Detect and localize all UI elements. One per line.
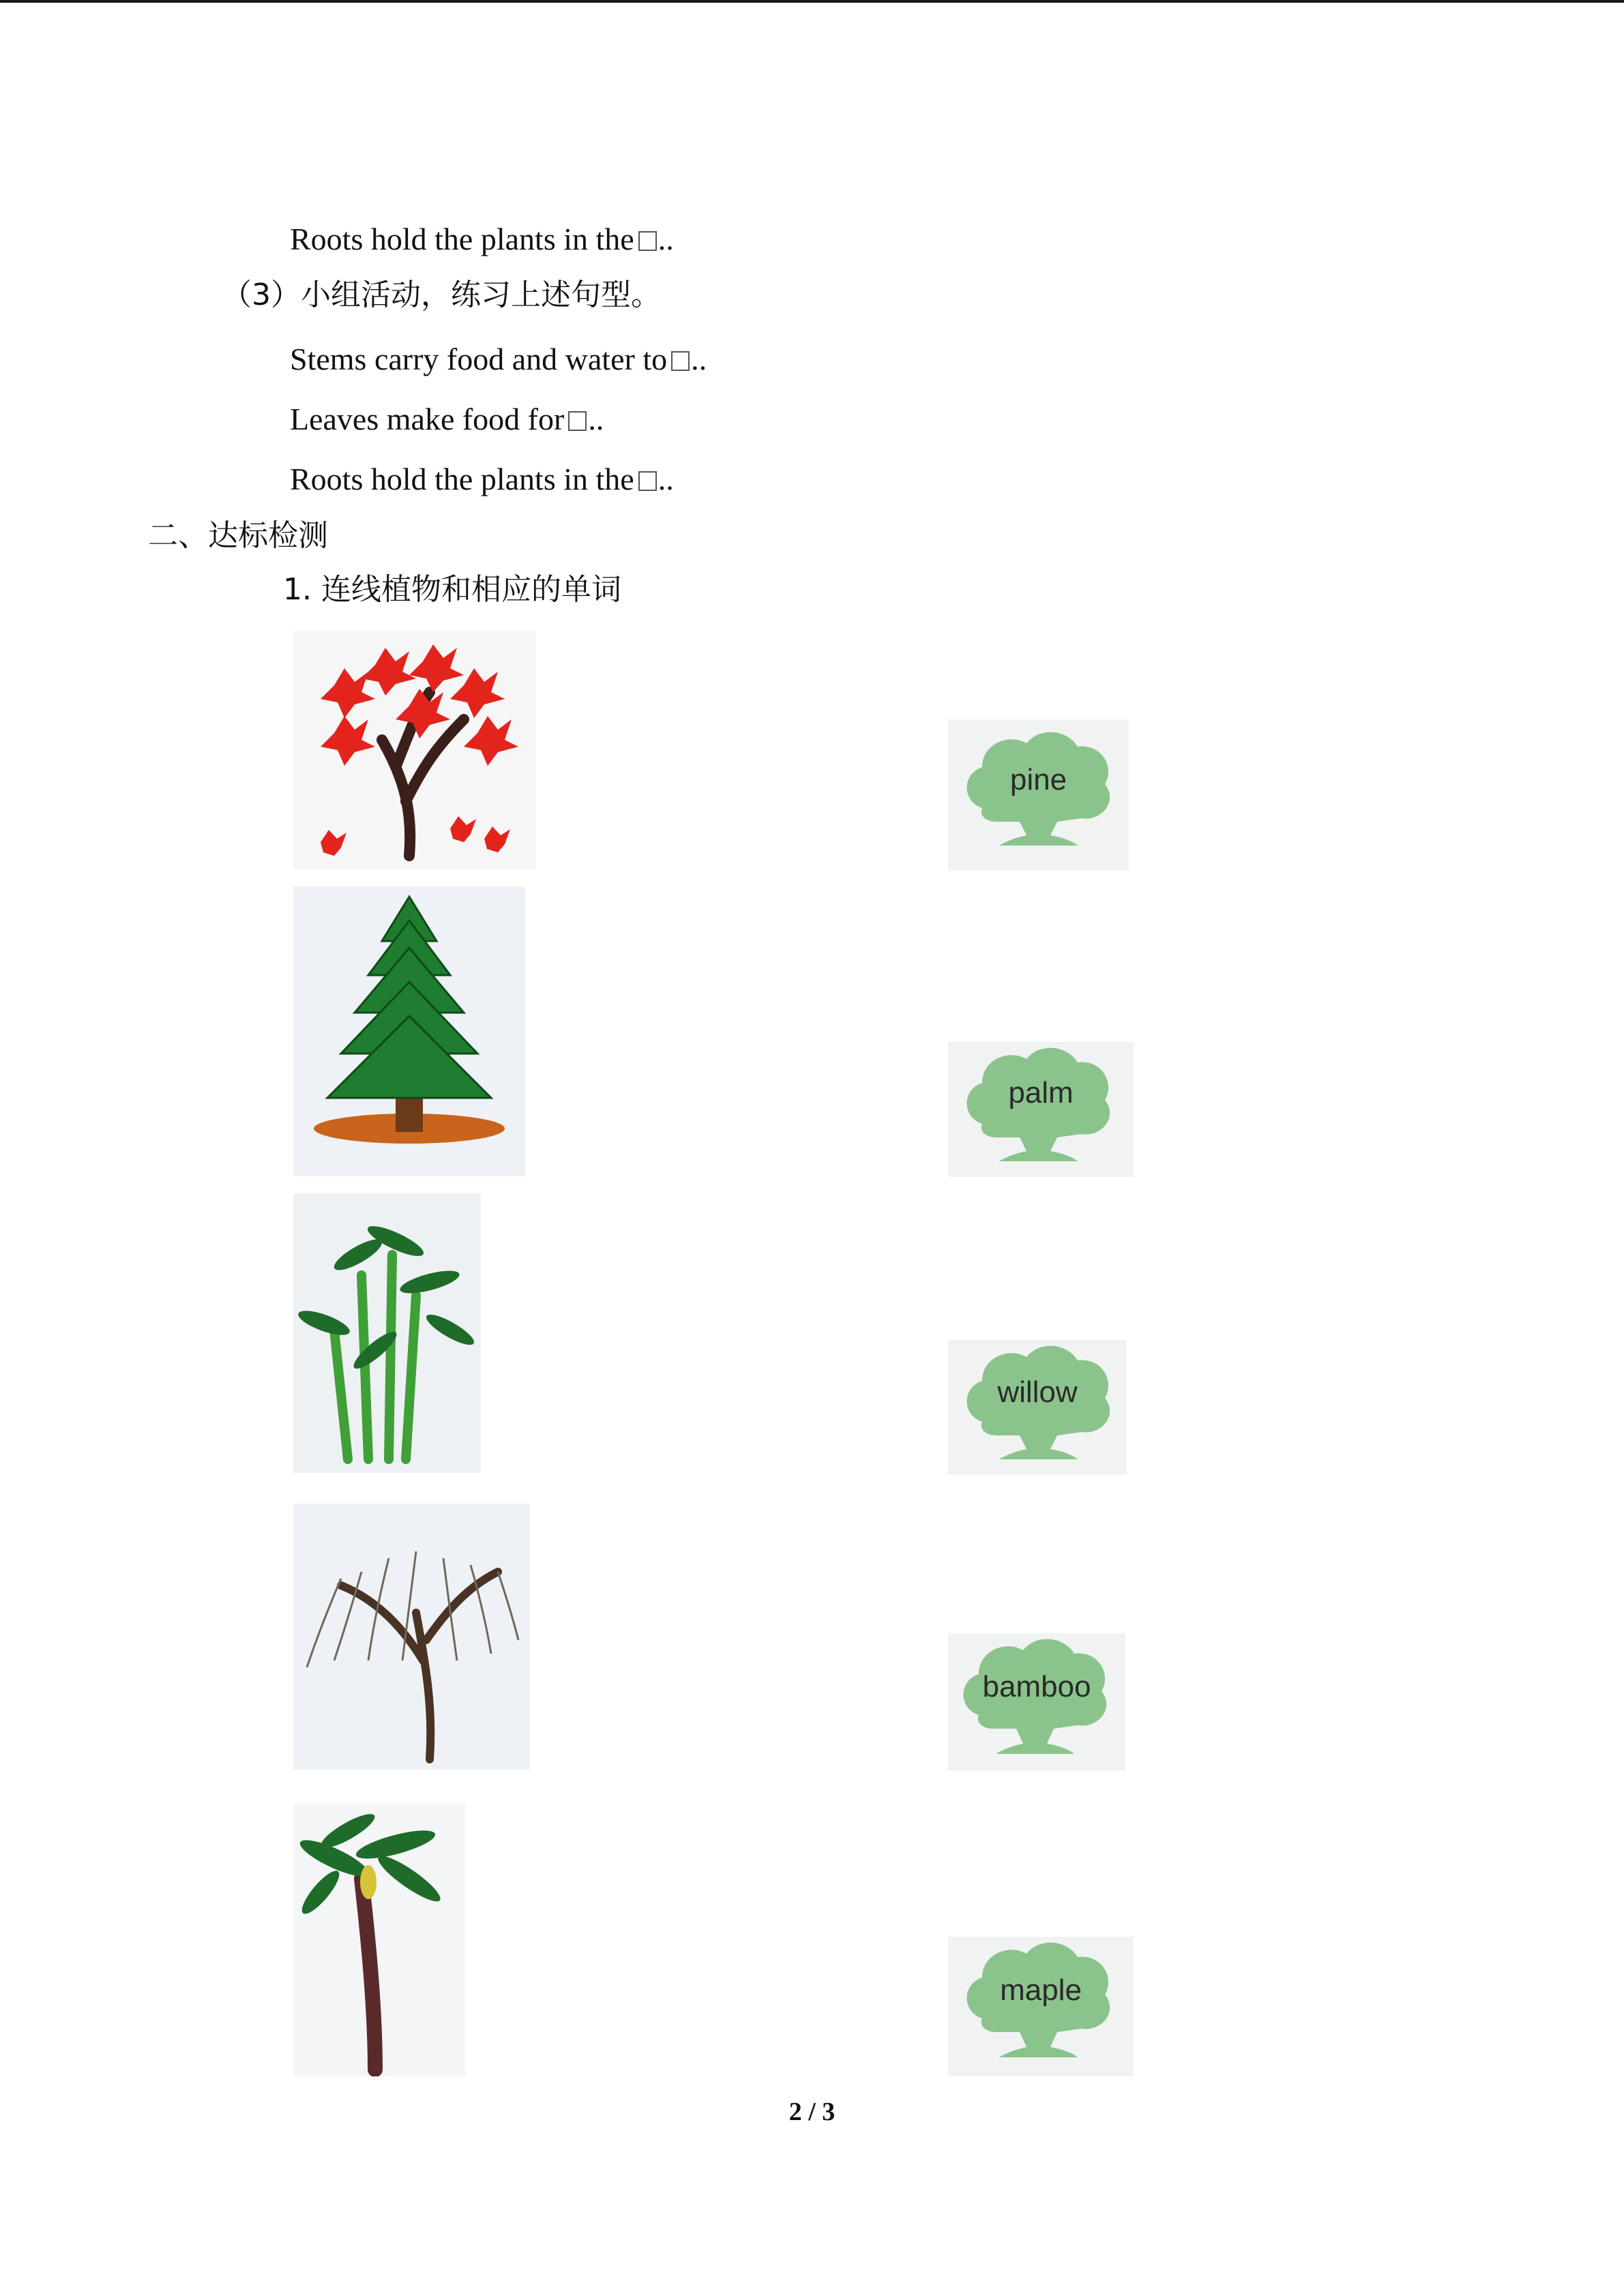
bamboo-picture[interactable]: [293, 1193, 481, 1473]
word-card-maple[interactable]: [948, 1937, 1134, 2076]
palm-tree-icon: [293, 1804, 465, 2076]
word-card-bamboo[interactable]: [948, 1633, 1125, 1771]
blank-box: [671, 351, 690, 371]
pine-tree-picture[interactable]: [293, 886, 525, 1176]
activity-label: （3）小组活动，练习上述句型。: [222, 278, 661, 312]
sentence-text: Leaves make food for: [290, 402, 565, 436]
word-card-palm[interactable]: [948, 1042, 1134, 1177]
willow-tree-icon: [293, 1504, 530, 1770]
sentence-text: Stems carry food and water to: [290, 342, 668, 376]
sentence-roots: [290, 460, 674, 499]
sentence-text: Roots hold the plants in the: [290, 462, 634, 496]
blank-box: [638, 231, 657, 251]
maple-tree-picture[interactable]: [293, 631, 535, 869]
sentence-suffix: ..: [588, 402, 604, 436]
pine-tree-icon: [293, 886, 525, 1176]
word-label: bamboo: [982, 1670, 1091, 1703]
willow-tree-picture[interactable]: [293, 1504, 530, 1770]
task-instruction: 1. 连线植物和相应的单词: [283, 572, 621, 607]
top-border: [0, 0, 1624, 3]
sentence-suffix: ..: [691, 342, 707, 376]
maple-tree-icon: [293, 631, 535, 869]
word-label: pine: [1009, 763, 1067, 796]
blank-box: [568, 411, 587, 431]
word-card-willow[interactable]: [948, 1340, 1127, 1475]
word-label: maple: [1000, 1973, 1082, 2007]
sentence-leaves: [290, 400, 604, 439]
page-number: 2 / 3: [788, 2098, 836, 2126]
sentence-roots-top: [290, 220, 674, 259]
bamboo-icon: [293, 1193, 481, 1473]
section-heading: 二、达标检测: [148, 518, 328, 553]
sentence-text: Roots hold the plants in the: [290, 222, 634, 256]
word-label: willow: [997, 1375, 1078, 1409]
blank-box: [638, 471, 657, 491]
sentence-suffix: ..: [658, 462, 674, 496]
word-label: palm: [1008, 1076, 1074, 1109]
sentence-suffix: ..: [658, 222, 674, 256]
palm-tree-picture[interactable]: [293, 1804, 465, 2076]
word-card-pine[interactable]: [948, 719, 1129, 871]
sentence-stems: [290, 340, 707, 379]
